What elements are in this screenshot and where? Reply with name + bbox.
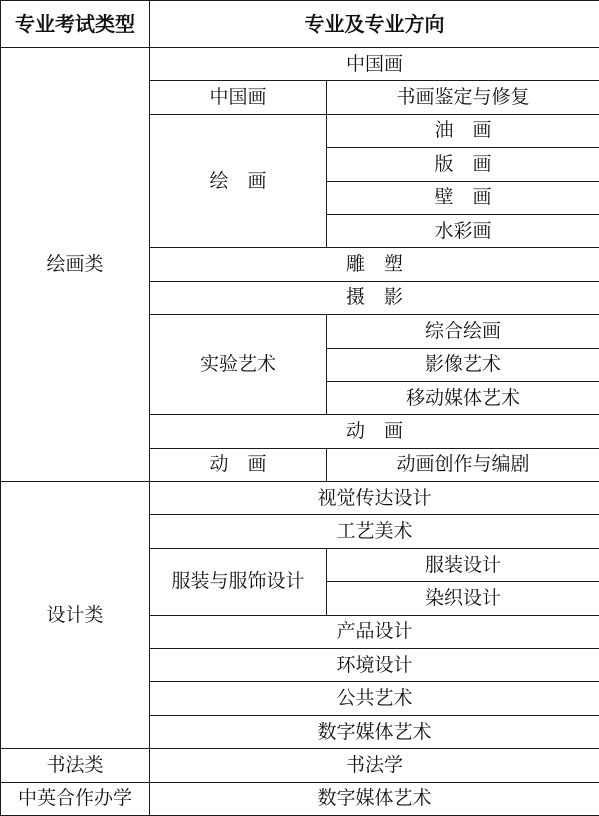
category-calligraphy: 书法类 [1, 749, 150, 782]
category-coop: 中英合作办学 [1, 782, 150, 815]
major-guohua: 中国画 [150, 48, 599, 81]
table-row [1, 782, 599, 815]
header-row [1, 1, 599, 48]
direction-restoration: 书画鉴定与修复 [327, 81, 599, 114]
major-fashion: 服装与服饰设计 [150, 548, 327, 615]
table-row [1, 48, 599, 81]
direction-textile: 染织设计 [327, 582, 599, 615]
major-sculpture: 雕 塑 [150, 248, 599, 281]
major-photography: 摄 影 [150, 281, 599, 314]
direction-mural: 壁 画 [327, 181, 599, 214]
table-row [1, 482, 599, 515]
major-craft: 工艺美术 [150, 515, 599, 548]
category-painting: 绘画类 [1, 48, 150, 482]
direction-oil: 油 画 [327, 114, 599, 147]
major-guohua-sub: 中国画 [150, 81, 327, 114]
major-digital-media: 数字媒体艺术 [150, 715, 599, 748]
major-animation-sub: 动 画 [150, 448, 327, 481]
major-calligraphy: 书法学 [150, 749, 599, 782]
major-animation: 动 画 [150, 415, 599, 448]
major-public-art: 公共艺术 [150, 682, 599, 715]
category-design: 设计类 [1, 482, 150, 749]
major-coop-digital-media: 数字媒体艺术 [150, 782, 599, 815]
major-experimental: 实验艺术 [150, 315, 327, 415]
header-major-direction: 专业及专业方向 [150, 1, 599, 48]
major-product: 产品设计 [150, 615, 599, 648]
direction-mixed-painting: 综合绘画 [327, 315, 599, 348]
direction-animation-writing: 动画创作与编剧 [327, 448, 599, 481]
direction-image-art: 影像艺术 [327, 348, 599, 381]
direction-watercolor: 水彩画 [327, 214, 599, 247]
table-row [1, 749, 599, 782]
header-exam-type: 专业考试类型 [1, 1, 150, 48]
major-huihua: 绘 画 [150, 114, 327, 248]
direction-print: 版 画 [327, 148, 599, 181]
major-visual-communication: 视觉传达设计 [150, 482, 599, 515]
major-environment: 环境设计 [150, 649, 599, 682]
direction-mobile-media: 移动媒体艺术 [327, 381, 599, 414]
direction-clothing: 服装设计 [327, 548, 599, 581]
